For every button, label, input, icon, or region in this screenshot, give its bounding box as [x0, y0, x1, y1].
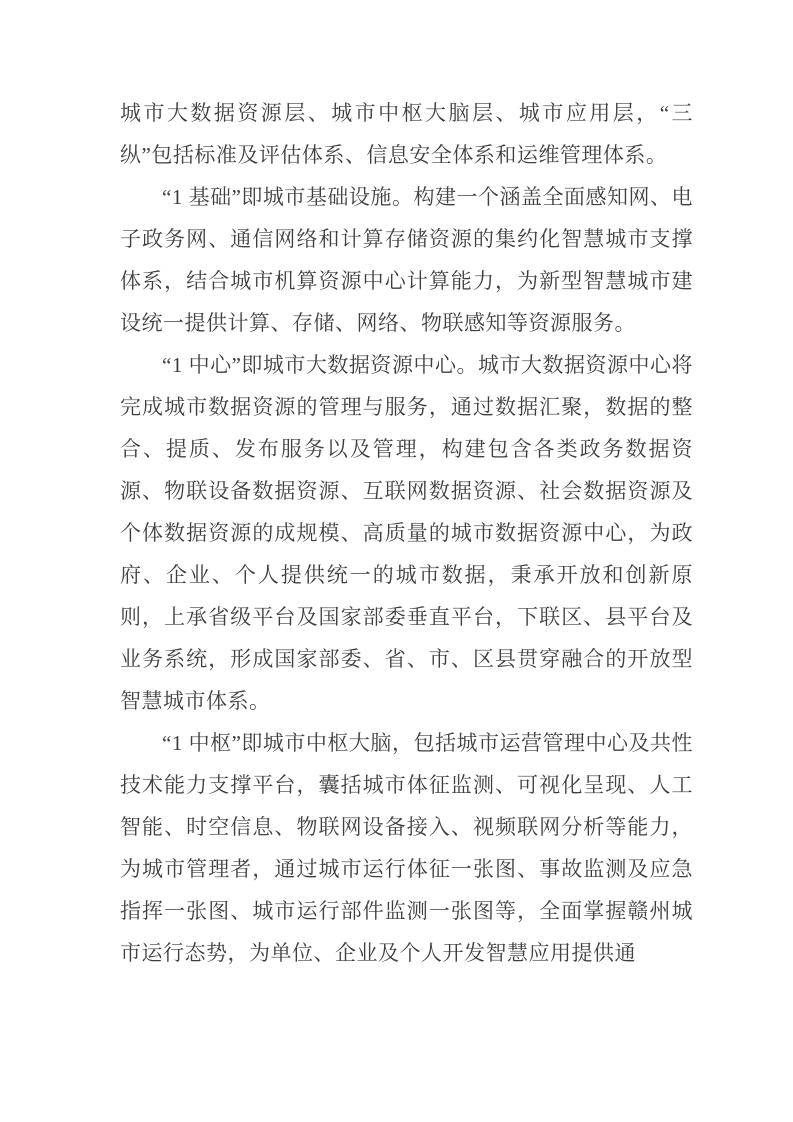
paragraph: “1 中心”即城市大数据资源中心。城市大数据资源中心将完成城市数据资源的管理与服务，通过数据汇聚，数据的整合、提质、发布服务以及管理，构建包含各类政务数据资源、物联设备数据资源、互联网数据资源、社会数据资源及个体数据资源的成规模、高质量的城市数据资源中心，为政府、企业、个人提供统一的城市数据，秉承开放和创新原则，上承省级平台及国家部委垂直平台，下联区、县平台及业务系统，形成国家部委、省、市、区县贯穿融合的开放型智慧城市体系。	[120, 353, 693, 713]
document-text-block	[120, 92, 693, 974]
paragraph: 城市大数据资源层、城市中枢大脑层、城市应用层，“三纵”包括标准及评估体系、信息安全体系和运维管理体系。	[120, 101, 693, 167]
paragraph: “1 中枢”即城市中枢大脑，包括城市运营管理中心及共性技术能力支撑平台，囊括城市体征监测、可视化呈现、人工智能、时空信息、物联网设备接入、视频联网分析等能力，为城市管理者，通过城市运行体征一张图、事故监测及应急指挥一张图、城市运行部件监测一张图等，全面掌握赣州城市运行态势，为单位、企业及个人开发智慧应用提供通	[120, 731, 693, 965]
paragraph: “1 基础”即城市基础设施。构建一个涵盖全面感知网、电子政务网、通信网络和计算存储资源的集约化智慧城市支撑体系，结合城市机算资源中心计算能力，为新型智慧城市建设统一提供计算、存储、网络、物联感知等资源服务。	[120, 185, 693, 335]
